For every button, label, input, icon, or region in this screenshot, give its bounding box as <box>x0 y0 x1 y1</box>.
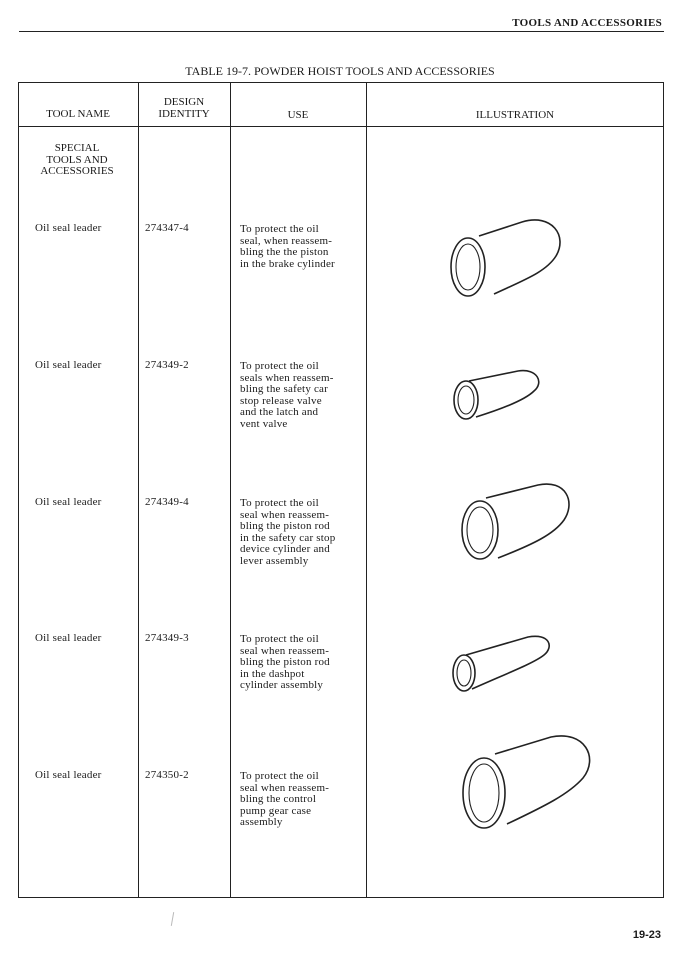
section-label: SPECIAL TOOLS AND ACCESSORIES <box>40 142 114 177</box>
use-cell: To protect the oil seal when reassem- bling the control pump gear case assembly <box>240 770 330 828</box>
header-tool-name: TOOL NAME <box>46 108 110 120</box>
tool-name-cell: Oil seal leader <box>35 222 102 234</box>
use-cell: To protect the oil seal when reassem- bling the piston rod in the dashpot cylinder assembly <box>240 633 330 691</box>
scan-mark <box>171 912 174 926</box>
oil-seal-leader-icon <box>455 730 600 840</box>
table-title: TABLE 19-7. POWDER HOIST TOOLS AND ACCESSORIES <box>185 64 495 78</box>
tool-name-cell: Oil seal leader <box>35 496 102 508</box>
tool-name-cell: Oil seal leader <box>35 769 102 781</box>
header-illustration: ILLUSTRATION <box>475 109 555 121</box>
design-identity-cell: 274350-2 <box>145 769 189 781</box>
design-identity-cell: 274349-4 <box>145 496 189 508</box>
column-divider <box>366 82 367 898</box>
design-identity-cell: 274349-2 <box>145 359 189 371</box>
design-identity-cell: 274347-4 <box>145 222 189 234</box>
column-divider <box>138 82 139 898</box>
oil-seal-leader-icon <box>448 365 544 427</box>
oil-seal-leader-icon <box>448 633 554 695</box>
use-cell: To protect the oil seal, when reassem- bling the the piston in the brake cylinder <box>240 223 335 270</box>
use-cell: To protect the oil seal when reassem- bling the piston rod in the safety car stop device cylinder and lever assembly <box>240 497 336 567</box>
use-cell: To protect the oil seals when reassem- bling the safety car stop release valve and the latch and vent valve <box>240 360 334 430</box>
running-head: TOOLS AND ACCESSORIES <box>512 17 662 29</box>
oil-seal-leader-icon <box>450 480 580 570</box>
header-use: USE <box>287 109 309 121</box>
column-divider <box>230 82 231 898</box>
tool-name-cell: Oil seal leader <box>35 632 102 644</box>
page-number: 19-23 <box>632 929 661 941</box>
oil-seal-leader-icon <box>440 210 570 306</box>
header-divider <box>18 126 664 127</box>
header-rule <box>19 31 664 32</box>
design-identity-cell: 274349-3 <box>145 632 189 644</box>
tool-name-cell: Oil seal leader <box>35 359 102 371</box>
header-design-identity: DESIGN IDENTITY <box>158 96 210 120</box>
